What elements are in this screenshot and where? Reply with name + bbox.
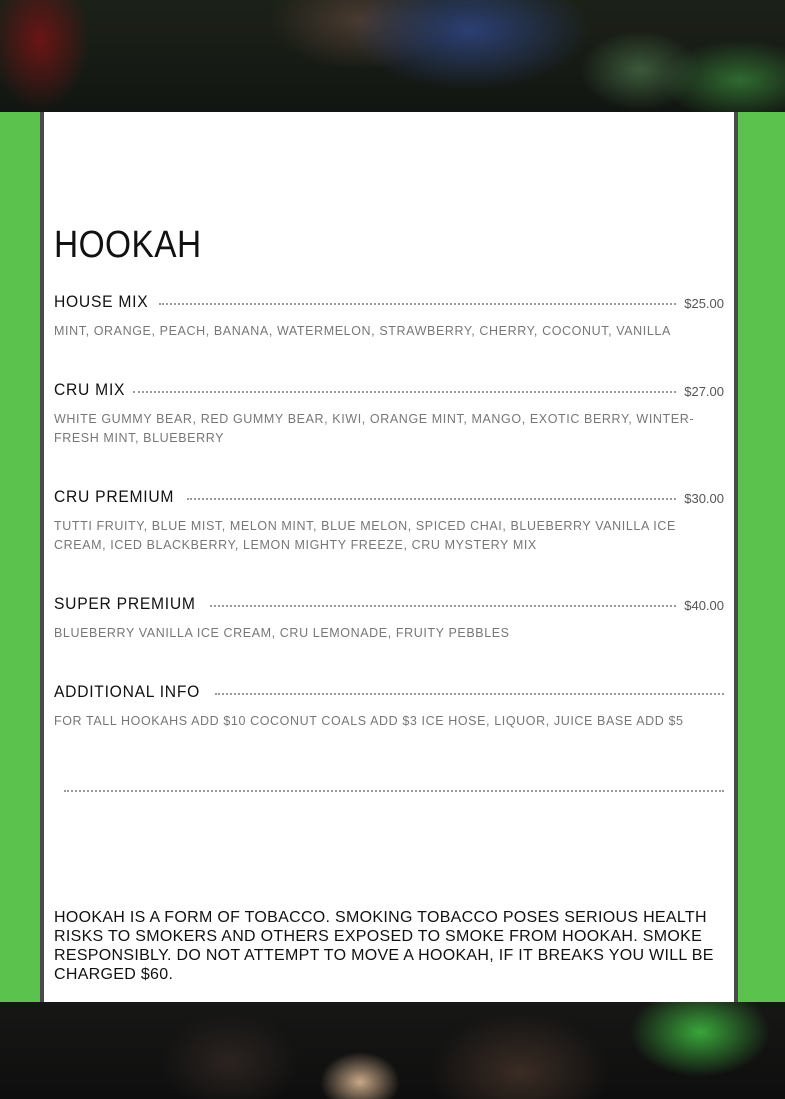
menu-card: [40, 112, 738, 1002]
menu-item-cru-premium: [54, 483, 724, 555]
page-title: HOOKAH: [54, 224, 202, 266]
dotted-divider: [64, 790, 724, 792]
item-name: CRU MIX: [54, 380, 126, 399]
item-name: CRU PREMIUM: [54, 487, 175, 506]
menu-item-super-premium: [54, 590, 724, 643]
menu-item-additional-info: [54, 678, 724, 731]
item-description: WHITE GUMMY BEAR, RED GUMMY BEAR, KIWI, ORANGE MINT, MANGO, EXOTIC BERRY, WINTER-FRESH MINT, BLUEBERRY: [54, 412, 695, 445]
disclaimer-text: HOOKAH IS A FORM OF TOBACCO. SMOKING TOBACCO POSES SERIOUS HEALTH RISKS TO SMOKERS AND OTHERS EXPOSED TO SMOKE FROM HOOKAH. SMOKE RESPONSIBLY. DO NOT ATTEMPT TO MOVE A HOOKAH, IF IT BREAKS YOU WILL BE CHARGED $60.: [54, 909, 714, 983]
dotted-leader: [133, 391, 676, 393]
item-description: FOR TALL HOOKAHS ADD $10 COCONUT COALS ADD $3 ICE HOSE, LIQUOR, JUICE BASE ADD $5: [54, 714, 684, 728]
item-name: HOUSE MIX: [54, 292, 149, 311]
item-description: BLUEBERRY VANILLA ICE CREAM, CRU LEMONADE, FRUITY PEBBLES: [54, 626, 510, 640]
item-description: TUTTI FRUITY, BLUE MIST, MELON MINT, BLUE MELON, SPICED CHAI, BLUEBERRY VANILLA ICE CREAM, ICED BLACKBERRY, LEMON MIGHTY FREEZE, CRU MYSTERY MIX: [54, 519, 676, 552]
item-price: $25.00: [684, 296, 724, 311]
dotted-leader: [215, 693, 724, 695]
item-name: ADDITIONAL INFO: [54, 682, 201, 701]
footer-photo: [0, 1002, 785, 1099]
dotted-leader: [187, 498, 677, 500]
menu-item-cru-mix: [54, 376, 724, 448]
item-price: $40.00: [684, 598, 724, 613]
item-price: $30.00: [684, 491, 724, 506]
header-photo: [0, 0, 785, 112]
item-name: SUPER PREMIUM: [54, 594, 196, 613]
item-price: $27.00: [684, 384, 724, 399]
dotted-leader: [159, 303, 677, 305]
dotted-leader: [210, 605, 676, 607]
menu-item-house-mix: [54, 288, 724, 341]
item-description: MINT, ORANGE, PEACH, BANANA, WATERMELON, STRAWBERRY, CHERRY, COCONUT, VANILLA: [54, 324, 671, 338]
